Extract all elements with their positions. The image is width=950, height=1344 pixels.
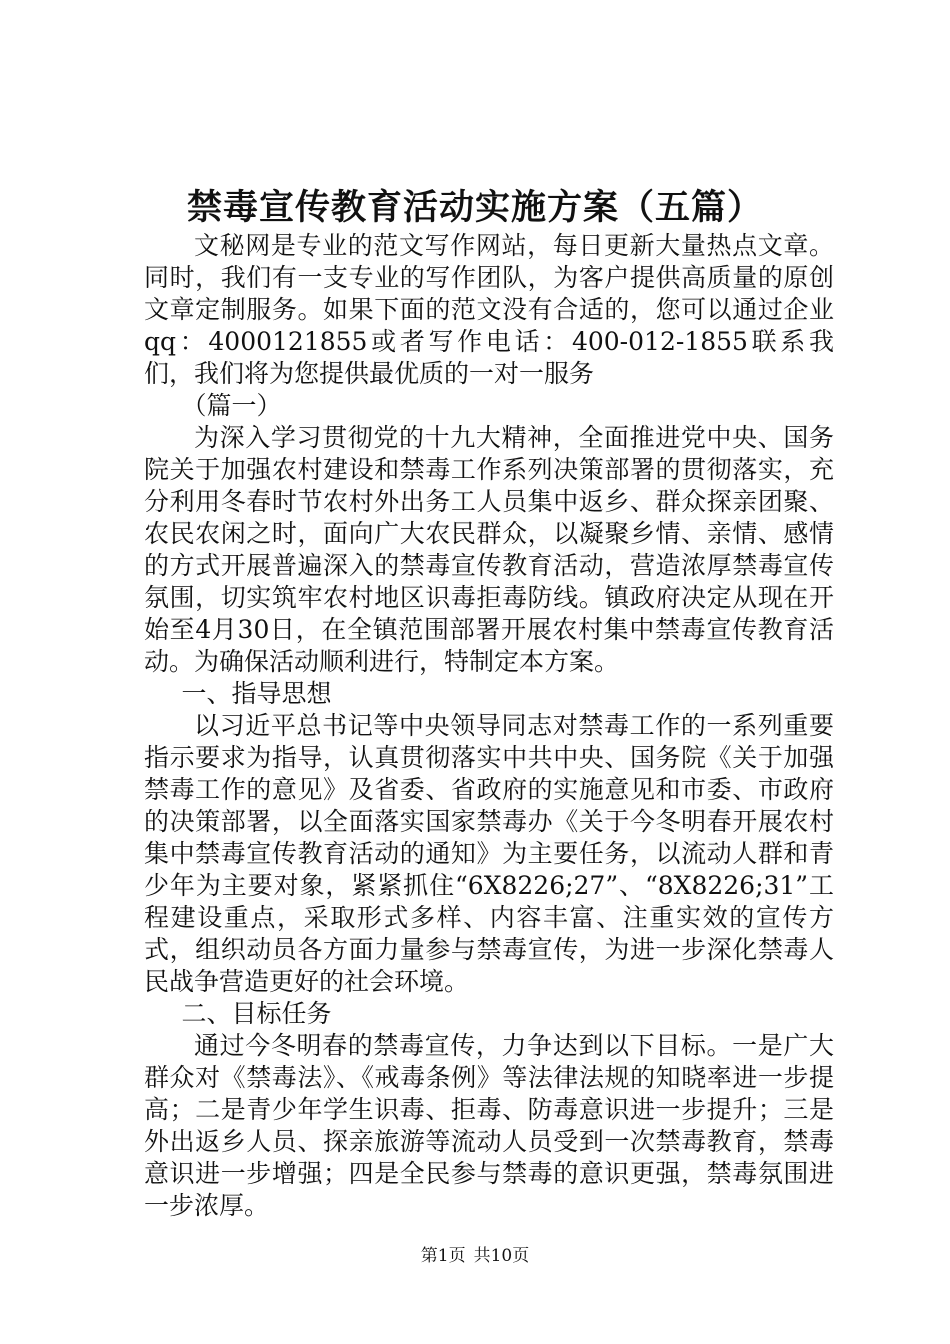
- heading-guiding-ideology: 一、指导思想: [181, 679, 332, 708]
- heading-goals-tasks: 二、目标任务: [181, 999, 332, 1028]
- document-title: 禁毒宣传教育活动实施方案（五篇）: [186, 187, 763, 228]
- preface-paragraph: 为深入学习贯彻党的十九大精神，全面推进党中央、国务院关于加强农村建设和禁毒工作系列决策部署的贯彻落实，充分利用冬春时节农村外出务工人员集中返乡、群众探亲团聚、农民农闲之时，面向广大农民群众，以凝聚乡情、亲情、感情的方式开展普遍深入的禁毒宣传教育活动，营造浓厚禁毒宣传氛围，切实筑牢农村地区识毒拒毒防线。镇政府决定从现在开始至4月30日，在全镇范围部署开展农村集中禁毒宣传教育活动。为确保活动顺利进行，特制定本方案。: [144, 423, 834, 676]
- page-footer: [0, 1244, 950, 1268]
- intro-paragraph: 文秘网是专业的范文写作网站，每日更新大量热点文章。同时，我们有一支专业的写作团队，为客户提供高质量的原创文章定制服务。如果下面的范文没有合适的，您可以通过企业qq：4000121855或者写作电话：400-012-1855联系我们，我们将为您提供最优质的一对一服务: [144, 231, 834, 388]
- page-number: 第1页: [420, 1246, 466, 1266]
- page-total: 共10页: [473, 1246, 530, 1266]
- guiding-ideology-paragraph: 以习近平总书记等中央领导同志对禁毒工作的一系列重要指示要求为指导，认真贯彻落实中共中央、国务院《关于加强禁毒工作的意见》及省委、省政府的实施意见和市委、市政府的决策部署，以全面落实国家禁毒办《关于今冬明春开展农村集中禁毒宣传教育活动的通知》为主要任务，以流动人群和青少年为主要对象，紧紧抓住“6X8226;27”、“8X8226;31”工程建设重点，采取形式多样、内容丰富、注重实效的宣传方式，组织动员各方面力量参与禁毒宣传，为进一步深化禁毒人民战争营造更好的社会环境。: [144, 711, 834, 996]
- document-body: [144, 230, 834, 1222]
- section-label-part-one: （篇一）: [181, 391, 282, 420]
- goals-tasks-paragraph: 通过今冬明春的禁毒宣传，力争达到以下目标。一是广大群众对《禁毒法》、《戒毒条例》等法律法规的知晓率进一步提高；二是青少年学生识毒、拒毒、防毒意识进一步提升；三是外出返乡人员、探亲旅游等流动人员受到一次禁毒教育，禁毒意识进一步增强；四是全民参与禁毒的意识更强，禁毒氛围进一步浓厚。: [144, 1031, 834, 1220]
